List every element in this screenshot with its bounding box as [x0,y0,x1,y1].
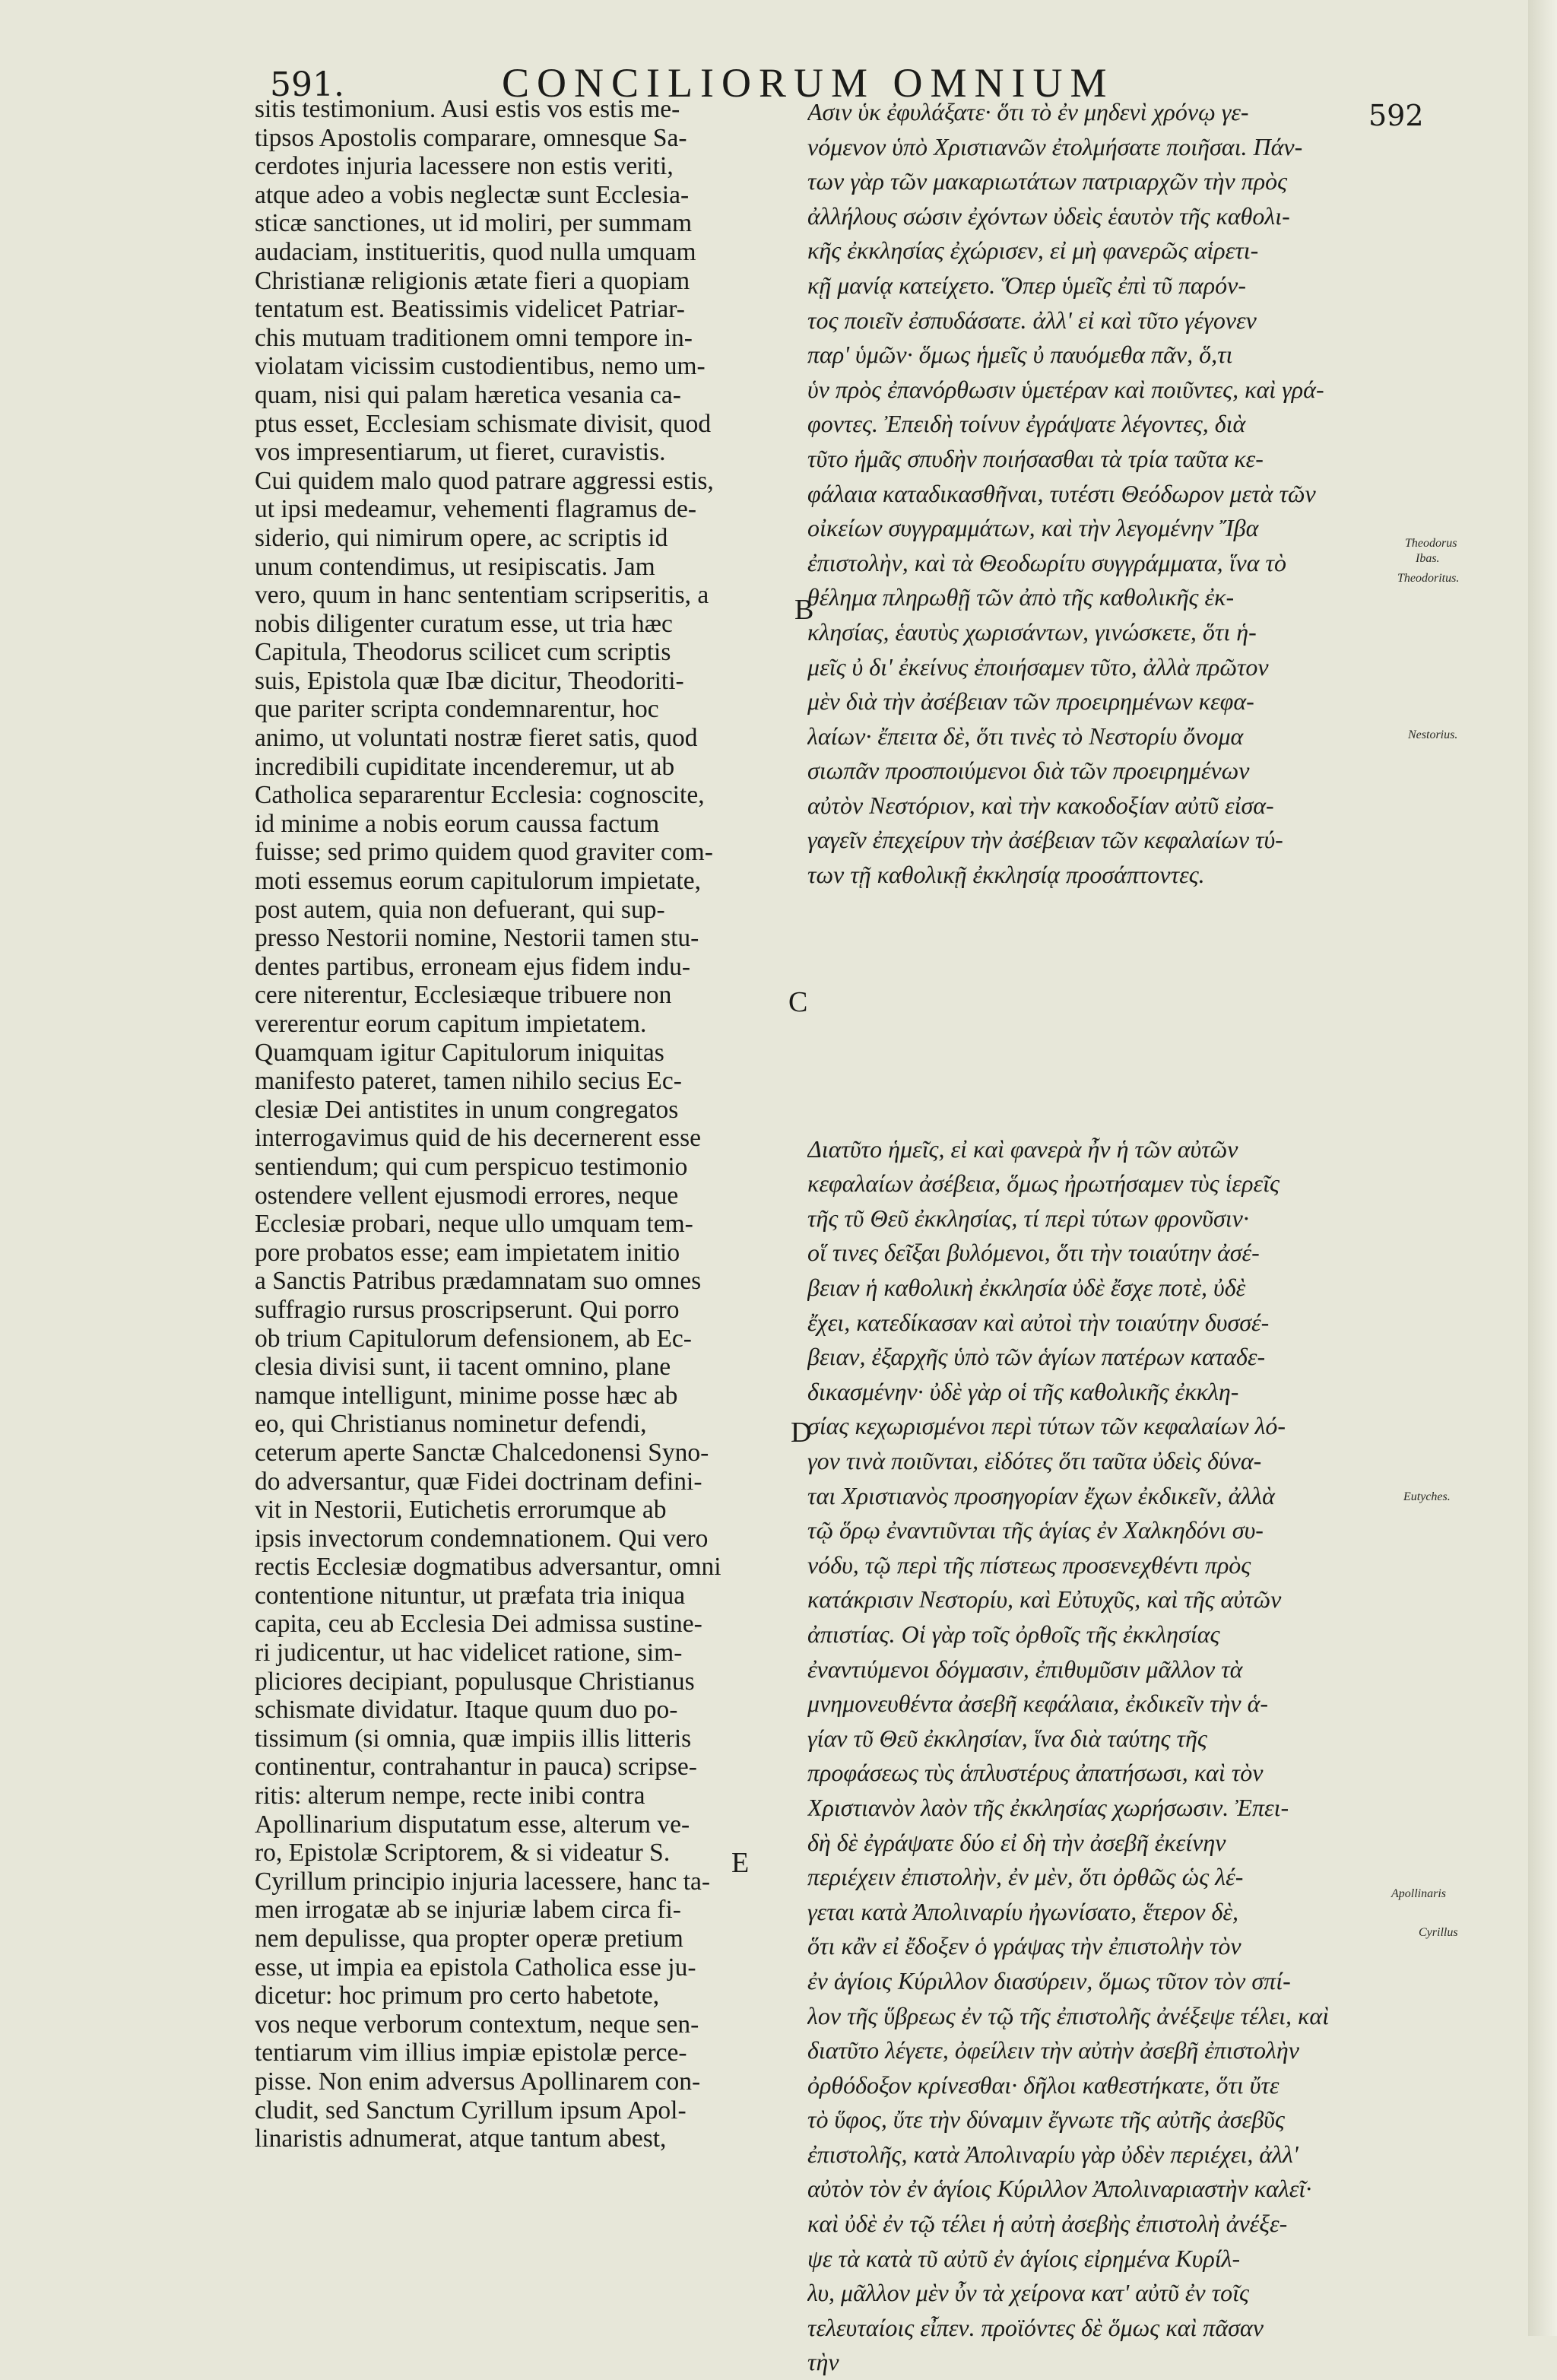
latin-text-line: violatam vicissim custodientibus, nemo um- [255,352,706,381]
latin-text-line: Capitula, Theodorus scilicet cum scriptis [255,638,671,667]
latin-text-line: sitis testimonium. Ausi estis vos estis me- [255,95,680,123]
page-number-left: 591. [270,65,344,104]
greek-text-line: γον τινὰ ποιῦνται, εἰδότες ὅτι ταῦτα ὐδεὶς δύνα- [807,1447,1262,1474]
latin-text-line: presso Nestorii nomine, Nestorii tamen stu- [255,924,699,953]
section-letter-c: C [788,986,808,1018]
greek-text-line: ὅτι κἂν εἰ ἔδοξεν ὁ γράψας τὴν ἐπιστολὴν τὸν [807,1932,1241,1960]
latin-column [255,95,787,2153]
greek-text-line: ἐναντιύμενοι δόγμασιν, ἐπιθυμῦσιν μᾶλλον τὰ [807,1655,1243,1683]
latin-text-line: ostendere vellent ejusmodi errores, neque [255,1181,679,1210]
greek-column-bottom [807,1132,1385,2380]
latin-text-line: sticæ sanctiones, ut id moliri, per summam [255,209,693,238]
greek-text-line: αὐτὸν Νεστόριον, καὶ τὴν κακοδοξίαν αὐτῦ εἰσα- [807,791,1274,819]
latin-text-line: men irrogatæ ab se injuriæ labem circa fi- [255,1896,681,1925]
greek-text-line: τὸ ὕφος, ὔτε τὴν δύναμιν ἔγνωτε τῆς αὐτῆς ἀσεβῦς [807,2106,1285,2134]
greek-text-line: μεῖς ὐ δι' ἐκείνυς ἐποιήσαμεν τῦτο, ἀλλὰ πρῶτον [807,652,1269,681]
greek-text-line: ὀρθόδοξον κρίνεσθαι· δῆλοι καθεστήκατε, ὅτι ὔτε [807,2071,1280,2099]
greek-column-gap [807,893,1385,1132]
greek-text-line: ὑν πρὸς ἐπανόρθωσιν ὑμετέραν καὶ ποιῦντες, καὶ γρά- [807,375,1324,403]
latin-text-line: ipsis invectorum condemnationem. Qui vero [255,1524,709,1553]
greek-text-line: διατῦτο λέγετε, ὀφείλειν τὴν αὐτὴν ἀσεβῆ ἐπιστολὴν [807,2036,1299,2064]
greek-text-line: λον τῆς ὕβρεως ἐν τῷ τῆς ἐπιστολῆς ἀνέξεψε τέλει, καὶ [807,2001,1330,2029]
latin-text-line: ut ipsi medeamur, vehementi flagramus de- [255,495,696,524]
greek-text-line: νόδυ, τῷ περὶ τῆς πίστεως προσενεχθέντι πρὸς [807,1550,1251,1579]
latin-text-line: cere niterentur, Ecclesiæque tribuere non [255,981,672,1010]
latin-text-line: dentes partibus, erroneam ejus fidem indu- [255,952,691,981]
greek-text-line: ἐπιστολῆς, κατὰ Ἀπολιναρίυ γὰρ ὐδὲν περιέχει, ἀλλ' [807,2140,1299,2168]
latin-text-line: vos neque verborum contextum, neque sen- [255,2010,699,2039]
latin-text-line: que pariter scripta condemnarentur, hoc [255,695,659,724]
greek-text-line: οἵ τινες δεῖξαι βυλόμενοι, ὅτι τὴν τοιαύτην ἀσέ- [807,1239,1260,1267]
latin-text-line: vos impresentiarum, ut fieret, curavistis. [255,438,666,467]
latin-text-line: ro, Epistolæ Scriptorem, & si videatur S. [255,1839,671,1868]
latin-text-line: animo, ut voluntati nostræ fieret satis, quod [255,724,698,753]
latin-text-line: vero, quum in hanc sententiam scripseritis, a [255,581,709,610]
side-note-nestorius: Nestorius. [1408,728,1458,741]
latin-text-line: ptus esset, Ecclesiam schismate divisit, quod [255,409,712,438]
greek-text-line: γαγεῖν ἐπεχείρυν τὴν ἀσέβειαν τῶν κεφαλαίων τύ- [807,826,1283,854]
side-note-cyrillus: Cyrillus [1419,1926,1458,1939]
greek-text-line: νόμενον ὑπὸ Χριστιανῶν ἐτολμήσατε ποιῆσαι. Πάν- [807,132,1303,160]
section-letter-e: E [731,1847,750,1879]
section-letter-d: D [791,1417,812,1449]
side-note-eutyches: Eutyches. [1403,1490,1451,1503]
greek-text-line: ἀπιστίας. Οἱ γὰρ τοῖς ὀρθοῖς τῆς ἐκκλησίας [807,1620,1220,1648]
greek-text-line: σιωπᾶν προσποιύμενοι διὰ τῶν προειρημένων [807,757,1250,785]
latin-text-line: clesia divisi sunt, ii tacent omnino, plane [255,1353,671,1382]
latin-text-line: capita, ceu ab Ecclesia Dei admissa sustine- [255,1610,702,1639]
greek-text-line: ἐπιστολὴν, καὶ τὰ Θεοδωρίτυ συγγράμματα, ἵνα τὸ [807,548,1286,576]
latin-text-line: fuisse; sed primo quidem quod graviter com- [255,838,713,867]
greek-text-line: τὴν [807,2348,839,2376]
greek-text-line: αὐτὸν τὸν ἐν ἁγίοις Κύριλλον Ἀπολιναριαστὴν καλεῖ· [807,2175,1312,2203]
latin-text-line: nobis diligenter curatum esse, ut tria hæc [255,609,673,638]
latin-text-line: tentatum est. Beatissimis videlicet Patriar- [255,295,685,324]
greek-text-line: των γὰρ τῶν μακαριωτάτων πατριαρχῶν τὴν πρὸς [807,167,1288,195]
greek-text-line: τῷ ὅρῳ ἐναντιῦνται τῆς ἁγίας ἐν Χαλκηδόνι συ- [807,1516,1264,1544]
latin-text-line: Apollinarium disputatum esse, alterum ve- [255,1810,690,1839]
greek-text-line: Ασιν ὑκ ἐφυλάξατε· ὅτι τὸ ἐν μηδενὶ χρόνῳ γε- [807,98,1249,125]
greek-text-line: ἀλλήλους σώσιν ἐχόντων ὐδεὶς ἑαυτὸν τῆς καθολι- [807,202,1290,230]
greek-column [807,95,1385,2380]
latin-text-line: clesiæ Dei antistites in unum congregatos [255,1095,679,1124]
latin-text-line: contentione nituntur, ut præfata tria iniqua [255,1581,686,1610]
section-letter-b: B [794,594,814,626]
latin-text-line: pore probatos esse; eam impietatem initio [255,1238,680,1267]
greek-text-line: προφάσεως τὺς ἁπλυστέρυς ἀπατήσωσι, καὶ τὸν [807,1759,1264,1787]
greek-text-line: κλησίας, ἑαυτὺς χωρισάντων, γινώσκετε, ὅτι ἡ- [807,617,1257,646]
latin-text-line: cerdotes injuria lacessere non estis veriti, [255,152,674,181]
latin-text-line: tissimum (si omnia, quæ impiis illis litteris [255,1724,692,1753]
greek-text-line: τος ποιεῖν ἐσπυδάσατε. ἀλλ' εἰ καὶ τῦτο γέγονεν [807,306,1257,334]
greek-text-line: γίαν τῦ Θεῦ ἐκκλησίαν, ἵνα διὰ ταύτης τῆς [807,1724,1207,1752]
greek-text-line: καὶ ὐδὲ ἐν τῷ τέλει ἡ αὐτὴ ἀσεβὴς ἐπιστολὴ ἀνέξε- [807,2210,1288,2238]
greek-text-line: των τῇ καθολικῇ ἐκκλησίᾳ προσάπτοντες. [807,861,1205,889]
greek-text-line: δὴ δὲ ἐγράψατε δύο εἰ δὴ τὴν ἀσεβῆ ἐκείνην [807,1828,1226,1856]
latin-text-line: vit in Nestorii, Eutichetis errorumque ab [255,1496,667,1525]
latin-text-line: Catholica separarentur Ecclesia: cognoscite, [255,781,705,810]
greek-text-line: τῆς τῦ Θεῦ ἐκκλησίας, τί περὶ τύτων φρονῦσιν· [807,1204,1249,1232]
latin-text-line: dicetur: hoc primum pro certo habetote, [255,1982,660,2010]
greek-text-line: κατάκρισιν Νεστορίυ, καὶ Εὐτυχῦς, καὶ τῆς αὐτῶν [807,1585,1282,1614]
facing-page-edge [1528,0,1557,2336]
side-note-ibas: Ibas. [1416,552,1440,565]
latin-text-line: tipsos Apostolis comparare, omnesque Sa- [255,123,687,152]
latin-text-line: chis mutuam traditionem omni tempore in- [255,323,693,352]
latin-text-line: ob trium Capitulorum defensionem, ab Ec- [255,1324,692,1353]
latin-text-line: interrogavimus quid de his decernerent esse [255,1124,701,1153]
greek-text-line: ψε τὰ κατὰ τῦ αὐτῦ ἐν ἁγίοις εἰρημένα Κυρίλ- [807,2244,1241,2272]
greek-text-line: παρ' ὑμῶν· ὅμως ἡμεῖς ὐ παυόμεθα πᾶν, ὅ,τι [807,341,1233,369]
latin-text-line: quam, nisi qui palam hæretica vesania ca- [255,380,681,409]
greek-text-line: θέλημα πληρωθῇ τῶν ἀπὸ τῆς καθολικῆς ἐκ- [807,583,1235,611]
latin-text-line: incredibili cupiditate incenderemur, ut ab [255,752,675,781]
greek-text-line: περιέχειν ἐπιστολὴν, ἐν μὲν, ὅτι ὀρθῶς ὡς λέ- [807,1863,1244,1891]
latin-text-line: unum contendimus, ut resipiscatis. Jam [255,552,655,581]
latin-text-line: manifesto pateret, tamen nihilo secius Ec- [255,1067,682,1096]
greek-text-line: τῦτο ἡμᾶς σπυδὴν ποιήσασθαι τὰ τρία ταῦτα κε- [807,444,1264,472]
greek-text-line: Διατῦτο ἡμεῖς, εἰ καὶ φανερὰ ἦν ἡ τῶν αὐτῶν [807,1134,1238,1163]
latin-text-line: siderio, qui nimirum opere, ac scriptis id [255,523,668,552]
greek-text-line: βειαν, ἐξαρχῆς ὑπὸ τῶν ἁγίων πατέρων καταδε- [807,1343,1266,1371]
side-note-apollinaris: Apollinaris [1391,1887,1447,1900]
latin-text-line: pisse. Non enim adversus Apollinarem con- [255,2067,701,2096]
latin-text-line: vererentur eorum capitum impietatem. [255,1010,647,1038]
greek-text-line: κῇ μανίᾳ κατείχετο. Ὅπερ ὑμεῖς ἐπὶ τῦ παρόν- [807,271,1246,299]
side-note-theodoritus: Theodoritus. [1397,572,1460,585]
greek-text-line: δικασμένην· ὐδὲ γὰρ οἱ τῆς καθολικῆς ἐκκλη- [807,1377,1239,1405]
latin-text-line: linaristis adnumerat, atque tantum abest, [255,2125,667,2153]
greek-text-line: κῆς ἐκκλησίας ἐχώρισεν, εἰ μὴ φανερῶς αἱρετι- [807,236,1259,265]
latin-text-line: do adversantur, quæ Fidei doctrinam defini- [255,1467,702,1496]
latin-text-line: a Sanctis Patribus prædamnatam suo omnes [255,1267,702,1296]
latin-text-line: atque adeo a vobis neglectæ sunt Ecclesia- [255,180,690,209]
greek-text-line: μνημονευθέντα ἀσεβῆ κεφάλαια, ἐκδικεῖν τὴν ἁ- [807,1690,1269,1718]
latin-text-line: rectis Ecclesiæ dogmatibus adversantur, omni [255,1553,721,1582]
latin-text-line: ceterum aperte Sanctæ Chalcedonensi Syno- [255,1438,709,1467]
latin-text-line: nem depulisse, qua propter operæ pretium [255,1925,683,1953]
latin-text-line: Cui quidem malo quod patrare aggressi estis, [255,466,714,495]
latin-text-line: continentur, contrahantur in pauca) scripse- [255,1753,697,1782]
greek-text-line: ἐν ἁγίοις Κύριλλον διασύρειν, ὅμως τῦτον τὸν σπί- [807,1966,1291,1994]
greek-text-line: φάλαια καταδικασθῆναι, τυτέστι Θεόδωρον μετὰ τῶν [807,479,1316,507]
latin-text-line: post autem, quia non defuerant, qui sup- [255,895,665,924]
greek-text-line: μὲν διὰ τὴν ἀσέβειαν τῶν προειρημένων κεφα- [807,687,1254,716]
latin-text-line: cludit, sed Sanctum Cyrillum ipsum Apol- [255,2096,687,2125]
greek-text-line: σίας κεχωρισμένοι περὶ τύτων τῶν κεφαλαίων λό- [807,1412,1286,1440]
greek-text-line: φοντες. Ἐπειδὴ τοίνυν ἐγράψατε λέγοντες, διὰ [807,410,1246,438]
greek-text-line: οἰκείων συγγραμμάτων, καὶ τὴν λεγομένην Ἴβα [807,514,1259,542]
greek-text-line: ἔχει, κατεδίκασαν καὶ αὐτοὶ τὴν τοιαύτην δυσσέ- [807,1308,1270,1336]
latin-text-line: moti essemus eorum capitulorum impietate, [255,867,702,896]
side-note-theodorus: Theodorus [1405,537,1457,550]
latin-text-line: audaciam, institueritis, quod nulla umquam [255,237,696,266]
greek-text-line: γεται κατὰ Ἀπολιναρίυ ἠγωνίσατο, ἕτερον δὲ, [807,1897,1238,1925]
latin-text-line: eo, qui Christianus nominetur defendi, [255,1410,647,1439]
latin-text-line: Cyrillum principio injuria lacessere, hanc ta- [255,1867,711,1896]
greek-text-line: ται Χριστιανὸς προσηγορίαν ἔχων ἐκδικεῖν, ἀλλὰ [807,1481,1275,1509]
greek-text-line: κεφαλαίων ἀσέβεια, ὅμως ἠρωτήσαμεν τὺς ἱερεῖς [807,1169,1280,1198]
latin-text-line: tentiarum vim illius impiæ epistolæ perce- [255,2039,687,2067]
latin-text-line: id minime a nobis eorum caussa factum [255,809,660,838]
greek-text-line: λαίων· ἔπειτα δὲ, ὅτι τινὲς τὸ Νεστορίυ ὄνομα [807,722,1244,750]
latin-text-line: suis, Epistola quæ Ibæ dicitur, Theodoriti- [255,666,684,695]
page-number-right: 592 [1368,99,1424,132]
latin-text-line: ri judicentur, ut hac videlicet ratione, sim- [255,1639,683,1668]
running-title: CONCILIORUM OMNIUM [502,60,1115,106]
latin-text-line: namque intelligunt, minime posse hæc ab [255,1381,678,1410]
latin-text-line: sentiendum; qui cum perspicuo testimonio [255,1152,688,1181]
greek-column-top [807,95,1385,893]
greek-text-line: βειαν ἡ καθολικὴ ἐκκλησία ὐδὲ ἔσχε ποτὲ, ὐδὲ [807,1274,1246,1302]
latin-text-line: Ecclesiæ probari, neque ullo umquam tem- [255,1210,693,1239]
latin-text-line: Quamquam igitur Capitulorum iniquitas [255,1038,664,1067]
latin-text-line: schismate dividatur. Itaque quum duo po- [255,1696,678,1725]
latin-text-line: pliciores decipiant, populusque Christianus [255,1667,695,1696]
latin-text-line: suffragio rursus proscripserunt. Qui porro [255,1295,680,1324]
latin-text-line: ritis: alterum nempe, recte inibi contra [255,1782,645,1810]
greek-text-line: λυ, μᾶλλον μὲν ὖν τὰ χείρονα κατ' αὐτῦ ἐν τοῖς [807,2279,1249,2307]
latin-text-line: Christianæ religionis ætate fieri a quopiam [255,266,690,295]
greek-text-line: τελευταίοις εἶπεν. προϊόντες δὲ ὅμως καὶ πᾶσαν [807,2313,1264,2341]
greek-text-line: Χριστιανὸν λαὸν τῆς ἐκκλησίας χωρήσωσιν. Ἐπει- [807,1793,1289,1821]
latin-text-line: esse, ut impia ea epistola Catholica esse ju- [255,1953,696,1982]
